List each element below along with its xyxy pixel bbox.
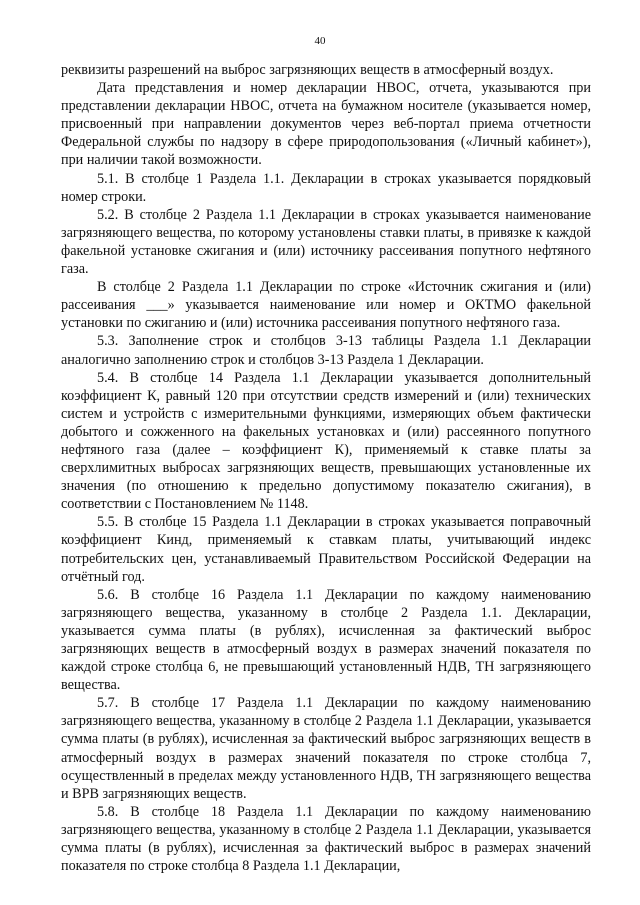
paragraph-5-6: 5.6. В столбце 16 Раздела 1.1 Декларации по каждому наименованию загрязняющего вещества, указанному в столбце 2 Раздела 1.1. Декларации, указывается сумма платы (в рублях), исчисленная за фактический выброс загрязняющих веществ в атмосферный воздух в размерах значений показателя по каждой строке столбца 6, не превышающий установленный НДВ, ТН загрязняющего вещества. bbox=[61, 586, 591, 694]
paragraph-5-3: 5.3. Заполнение строк и столбцов 3-13 таблицы Раздела 1.1 Декларации аналогично заполнению строк и столбцов 3-13 Раздела 1 Декларации. bbox=[61, 333, 591, 368]
paragraph-5-2-source: В столбце 2 Раздела 1.1 Декларации по строке «Источник сжигания и (или) рассеивания ___» указывается наименование или номер и ОКТМО факельной установки по сжиганию и (или) источника рассеивания попутного нефтяного газа. bbox=[61, 279, 591, 332]
page-number: 40 bbox=[314, 35, 326, 47]
paragraph-5-4: 5.4. В столбце 14 Раздела 1.1 Декларации указывается дополнительный коэффициент К, равный 120 при отсутствии средств измерений и (или) технических систем и устройств с измерительными функциями, измеряющих объем фактически добытого и сожженного на факельных установках и (или) рассеянного попутного нефтяного газа (далее – коэффициент К), применяемый к ставке платы за сверхлимитных выбросах загрязняющих веществ, превышающих установленные их значения (по отношению к предельно допустимому показателю сжигания), в соответствии с Постановлением № 1148. bbox=[61, 369, 591, 513]
paragraph-5-8: 5.8. В столбце 18 Раздела 1.1 Декларации по каждому наименованию загрязняющего вещества, указанному в столбце 2 Раздела 1.1 Декларации, указывается сумма платы (в рублях), исчисленная за фактический выброс в размерах значений показателя по строке столбца 8 Раздела 1.1 Декларации, bbox=[61, 803, 591, 875]
paragraph-5-2: 5.2. В столбце 2 Раздела 1.1 Декларации в строках указывается наименование загрязняющего вещества, по которому установлены ставки платы, в привязке к каждой факельной установке сжигания и (или) источнику рассеивания попутного нефтяного газа. bbox=[61, 206, 591, 278]
paragraph-5-1: 5.1. В столбце 1 Раздела 1.1. Декларации в строках указывается порядковый номер строки. bbox=[61, 170, 591, 205]
paragraph-5-7: 5.7. В столбце 17 Раздела 1.1 Декларации по каждому наименованию загрязняющего вещества, указанному в столбце 2 Раздела 1.1 Декларации, указывается сумма платы (в рублях), исчисленная за фактический выброс загрязняющих веществ в атмосферный воздух в размерах значений показателя по строке столбца 7, осуществленный в пределах между установленного НДВ, ТН загрязняющего вещества и ВРВ загрязняющих веществ. bbox=[61, 695, 591, 802]
paragraph-continuation: реквизиты разрешений на выброс загрязняющих веществ в атмосферный воздух. bbox=[61, 62, 554, 78]
paragraph-5-5: 5.5. В столбце 15 Раздела 1.1 Декларации в строках указывается поправочный коэффициент Кинд, применяемый к ставкам платы, учитывающий индекс потребительских цен, устанавливаемый Правительством Российской Федерации на отчётный год. bbox=[61, 514, 591, 585]
paragraph-submission-date: Дата представления и номер декларации НВОС, отчета, указываются при представлении декларации НВОС, отчета на бумажном носителе (указывается номер, присвоенный при направлении документов через веб-портал приема отчетности Федеральной службы по надзору в сфере природопользования («Личный кабинет»), при наличии такой возможности. bbox=[61, 80, 591, 169]
document-body bbox=[61, 61, 591, 875]
